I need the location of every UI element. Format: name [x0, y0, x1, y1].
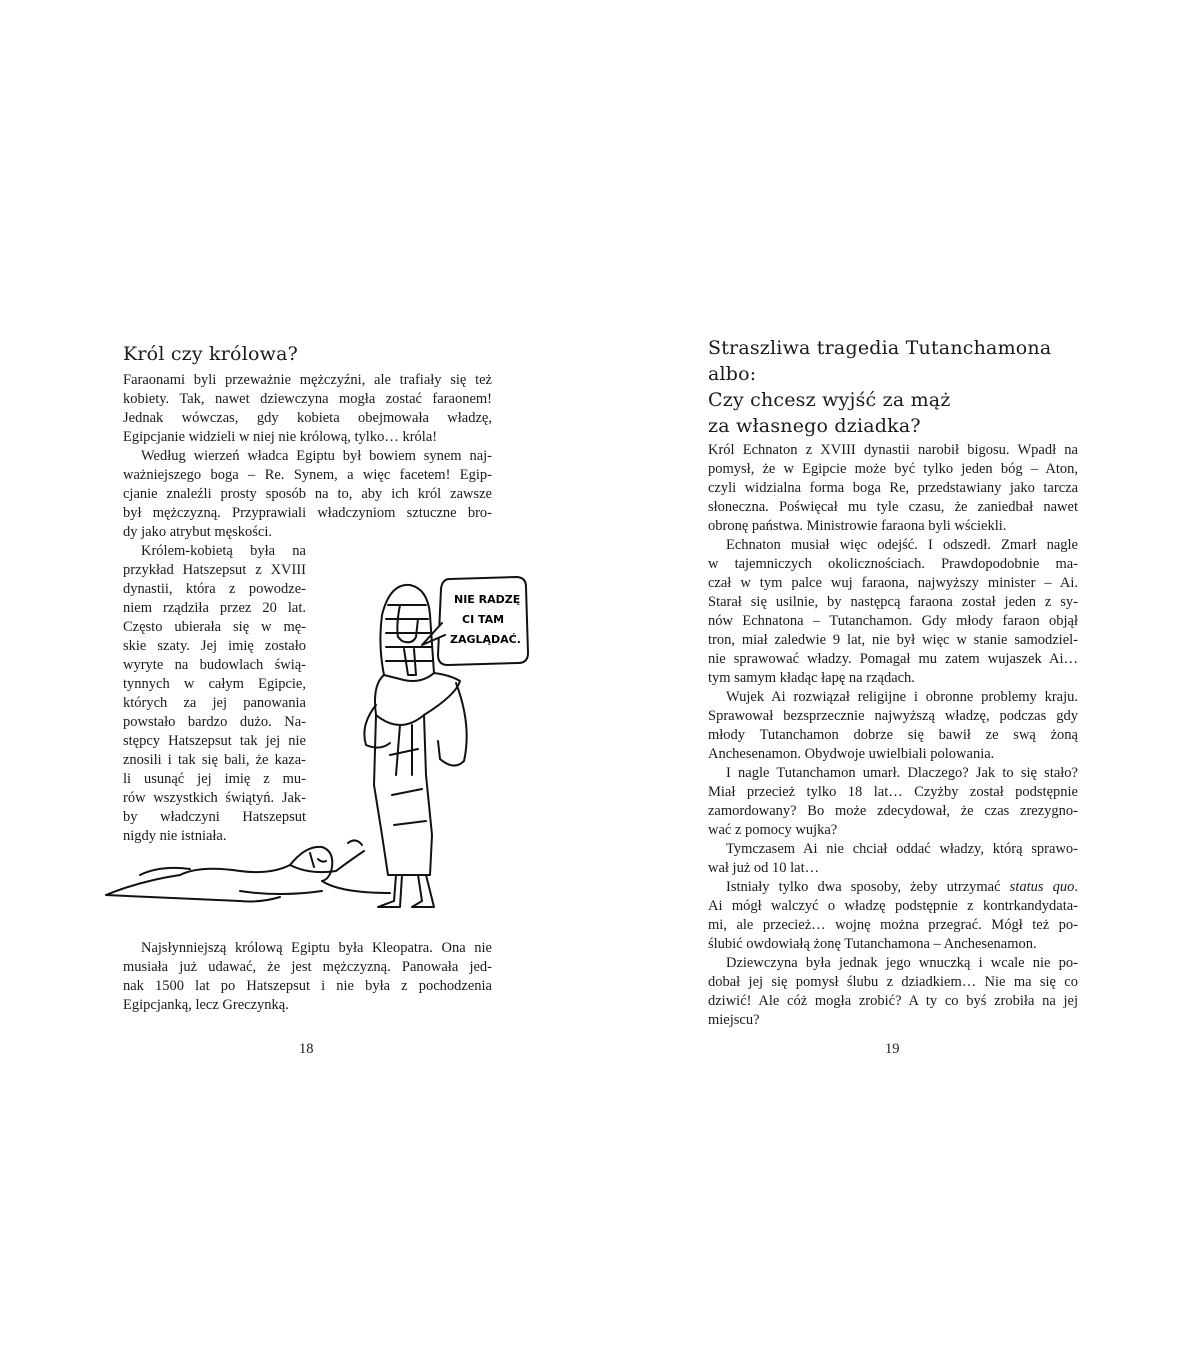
text-line: kobiety. Tak, nawet dziewczyna mogła zostać faraonem! — [123, 391, 492, 407]
text-line: I nagle Tutanchamon umarł. Dlaczego? Jak to się stało? — [726, 765, 1078, 781]
text-line: był mężczyzną. Przyprawiali władczyniom sztuczne bro- — [123, 505, 492, 521]
text-line: dynastii, która z powodze- — [123, 581, 306, 597]
text-line: tron, miał zaledwie 9 lat, nie był więc w stanie samodziel- — [708, 632, 1078, 648]
text-line: Egipcjanie widzieli w niej nie królową, tylko… króla! — [123, 429, 438, 445]
text-line: zamordowany? Bo może zdecydował, że czas zrezygno- — [708, 803, 1078, 819]
text-line: czyli widzialna forma boga Re, przedstawiany jako tarcza — [708, 480, 1078, 496]
right-page-heading-line: Straszliwa tragedia Tutanchamona — [708, 337, 1052, 359]
text-line — [708, 878, 1078, 897]
text-line: Miał przecież tylko 18 lat… Czyżby został podstępnie — [708, 784, 1078, 800]
page-number: 19 — [885, 1041, 900, 1057]
text-line: musiała już udawać, że jest mężczyzną. Panowała jed- — [123, 959, 492, 975]
text-line: Egipcjanką, lecz Greczynką. — [123, 997, 289, 1013]
text-line: pomysł, że w Egipcie może być tylko jeden bóg – Aton, — [708, 461, 1078, 477]
text-run-italic: status quo — [1009, 879, 1075, 895]
left-page-heading: Król czy królowa? — [123, 343, 298, 365]
text-line: stępcy Hatszepsut tak jej nie — [123, 733, 306, 749]
right-paragraph-2 — [708, 536, 1078, 688]
right-page-heading-line: albo: — [708, 363, 757, 385]
text-line: tym samym kładąc łapę na rządach. — [708, 670, 915, 686]
text-line: których za jej panowania — [123, 695, 306, 711]
text-line: powstało bardzo dużo. Na- — [123, 714, 306, 730]
text-line: w tajemniczych okolicznościach. Prawdopodobnie ma- — [708, 556, 1078, 572]
text-line: słoneczna. Poświęcał mu tyle czasu, że zaniedbał nawet — [708, 499, 1078, 515]
pharaoh-illustration — [100, 575, 540, 915]
text-line: Jednak wówczas, gdy kobieta obejmowała władzę, — [123, 410, 492, 426]
text-line: Dziewczyna była jednak jego wnuczką i wcale nie po- — [726, 955, 1078, 971]
right-page-heading-line: Czy chcesz wyjść za mąż — [708, 389, 951, 411]
text-line: Sprawował bezsprzecznie najwyższą władzę, podczas gdy — [708, 708, 1078, 724]
text-line: Król Echnaton z XVIII dynastii narobił bigosu. Wpadł na — [708, 442, 1078, 458]
text-line: Często ubierała się w mę- — [123, 619, 306, 635]
text-run: Istniały tylko dwa sposoby, żeby utrzymać — [726, 879, 1010, 895]
text-line: Królem-kobietą była na — [141, 543, 306, 559]
text-line: wać z pomocy wujka? — [708, 822, 838, 838]
text-line: dobał jej się pomysł ślubu z dziadkiem… Nie ma się co — [708, 974, 1078, 990]
right-page-heading-line: za własnego dziadka? — [708, 415, 921, 437]
text-line: dy jako atrybut męskości. — [123, 524, 273, 540]
text-line: nów Echnatona – Tutanchamon. Gdy młody faraon objął — [708, 613, 1078, 629]
text-line: znosili i tak się bali, że kaza- — [123, 752, 306, 768]
left-paragraph-1 — [123, 371, 492, 447]
right-paragraph-1 — [708, 441, 1078, 536]
text-line: skie szaty. Jej imię zostało — [123, 638, 306, 654]
page-number: 18 — [299, 1041, 314, 1057]
speech-bubble-line: CI TAM — [462, 613, 505, 626]
text-run: . — [1074, 879, 1079, 895]
text-line: Tymczasem Ai nie chciał oddać władzy, którą sprawo- — [726, 841, 1078, 857]
text-line: ważniejszego boga – Re. Synem, a więc facetem! Egip- — [123, 467, 492, 483]
text-line: Anchesenamon. Obydwoje uwielbiali polowania. — [708, 746, 995, 762]
text-line: młody Tutanchamon dobrze się bawił ze swą żoną — [708, 727, 1078, 743]
right-paragraph-4 — [708, 764, 1078, 840]
text-line: przykład Hatszepsut z XVIII — [123, 562, 306, 578]
right-paragraph-3 — [708, 688, 1078, 764]
text-line: rów wszystkich świątyń. Jak- — [123, 790, 306, 806]
speech-bubble-line: ZAGLĄDAĆ. — [450, 633, 521, 646]
speech-bubble-line: NIE RADZĘ — [454, 593, 521, 606]
text-line: Faraonami byli przeważnie mężczyźni, ale trafiały się też — [123, 372, 492, 388]
text-line: obronę państwa. Ministrowie faraona byli wściekli. — [708, 518, 1007, 534]
text-line: czał w tym palce wuj faraona, najwyższy minister – Ai. — [708, 575, 1078, 591]
text-line: li usunąć jej imię z mu- — [123, 771, 306, 787]
text-line: dziwić! Ale cóż mogła zrobić? A ty co byś zrobiła na jej — [708, 993, 1078, 1009]
text-line: Ai mógł walczyć o władzę podstępnie z kontrkandydata- — [708, 898, 1078, 914]
text-line: Według wierzeń władca Egiptu był bowiem synem naj- — [141, 448, 492, 464]
right-page — [600, 0, 1200, 1372]
text-line: Echnaton musiał więc odejść. I odszedł. Zmarł nagle — [726, 537, 1078, 553]
text-line: niem rządziła przez 20 lat. — [123, 600, 306, 616]
text-line: ślubić owdowiałą żonę Tutanchamona – Anchesenamon. — [708, 936, 1037, 952]
text-line: nak 1500 lat po Hatszepsut i nie była z pochodzenia — [123, 978, 492, 994]
text-line: nigdy nie istniała. — [123, 828, 227, 844]
text-line: Najsłynniejszą królową Egiptu była Kleopatra. Ona nie — [141, 940, 492, 956]
text-line: by władczyni Hatszepsut — [123, 809, 306, 825]
text-line: nie sprawować władzy. Pomagał mu zatem wujaszek Ai… — [708, 651, 1078, 667]
text-line: cjanie znaleźli prosty sposób na to, aby ich król zawsze — [123, 486, 492, 502]
left-paragraph-2 — [123, 447, 492, 542]
left-paragraph-4 — [123, 939, 492, 1015]
text-line: miejscu? — [708, 1012, 760, 1028]
text-line: Wujek Ai rozwiązał religijne i obronne problemy kraju. — [726, 689, 1078, 705]
text-line: Starał się usilnie, by następcą faraona został jeden z sy- — [708, 594, 1078, 610]
text-line: wał już od 10 lat… — [708, 860, 820, 876]
text-line: wyryte na budowlach świą- — [123, 657, 306, 673]
text-line: tynnych w całym Egipcie, — [123, 676, 306, 692]
right-paragraph-7 — [708, 954, 1078, 1030]
right-paragraph-5 — [708, 840, 1078, 878]
text-line: mi, ale przecież… wojnę można przegrać. Mógł też po- — [708, 917, 1078, 933]
right-paragraph-6 — [708, 878, 1078, 954]
